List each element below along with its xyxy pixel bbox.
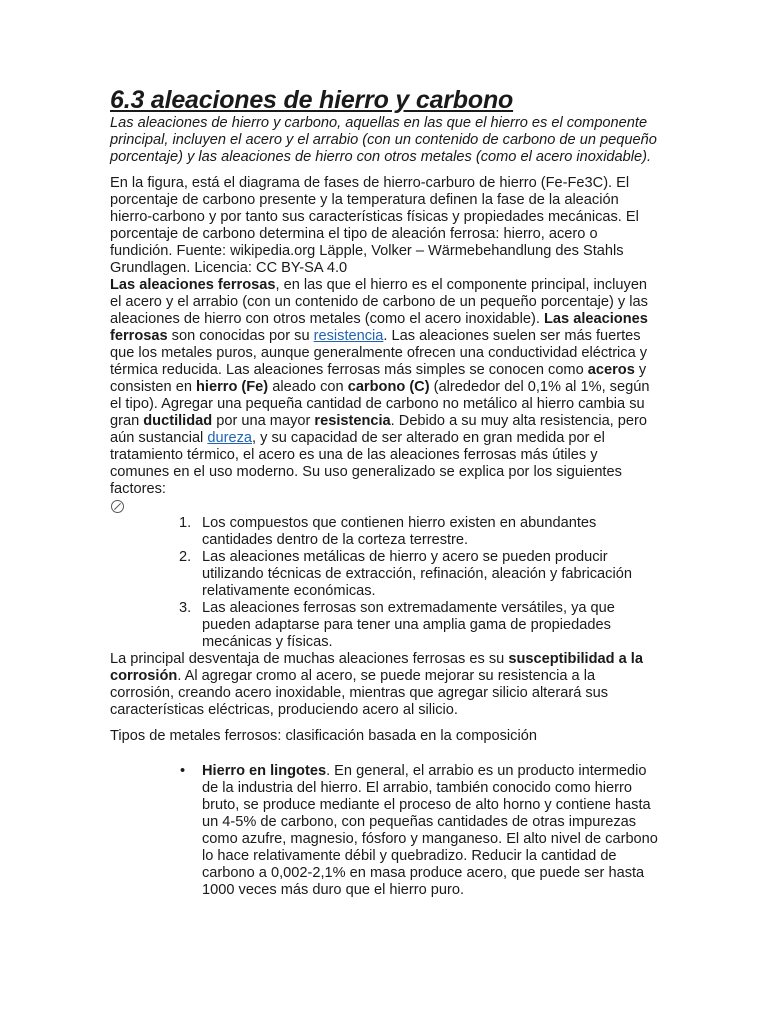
factors-list <box>110 515 660 651</box>
bold-term: susceptibilidad a la corrosión <box>110 651 643 684</box>
bold-term: carbono (C) <box>347 379 430 395</box>
types-list <box>110 763 660 899</box>
bold-term: Las aleaciones ferrosas <box>110 277 276 293</box>
bold-term: resistencia <box>314 413 391 429</box>
list-item: 2. Las aleaciones metálicas de hierro y acero se pueden producir utilizando técnicas de extracción, refinación, aleación y fabricación relativamente económicas. <box>179 549 632 599</box>
intro-paragraph: Las aleaciones de hierro y carbono, aquellas en las que el hierro es el componente principal, incluyen el acero y el arrabio (con un contenido de carbono de un pequeño porcentaje) y las aleaciones de hierro con otros metales (como el acero inoxidable). <box>110 115 657 165</box>
list-item: • Hierro en lingotes. En general, el arrabio es un producto intermedio de la industria del hierro. El arrabio, también conocido como hierro bruto, se produce mediante el proceso de alto horno y contiene hasta un 4-5% de carbono, con pequeñas cantidades de otras impurezas como azufre, magnesio, fósforo y manganeso. El alto nivel de carbono lo hace relativamente débil y quebradizo. Reducir la cantidad de carbono a 0,002-2,1% en masa produce acero, que puede ser hasta 1000 veces más duro que el hierro puro. <box>180 763 658 898</box>
figure-caption-paragraph: En la figura, está el diagrama de fases de hierro-carburo de hierro (Fe-Fe3C). El porcentaje de carbono presente y la temperatura definen la fase de la aleación hierro-carbono y por tanto sus características físicas y propiedades mecánicas. El porcentaje de carbono determina el tipo de aleación ferrosa: hierro, acero o fundición. Fuente: wikipedia.org Läpple, Volker – Wärmebehandlung des Stahls Grundlagen. Licencia: CC BY-SA 4.0 <box>110 175 639 276</box>
bold-term: hierro (Fe) <box>196 379 269 395</box>
page-title: 6.3 aleaciones de hierro y carbono <box>110 86 514 114</box>
list-item: 3. Las aleaciones ferrosas son extremadamente versátiles, ya que pueden adaptarse para tener una amplia gama de propiedades mecánicas y físicas. <box>179 600 615 650</box>
bold-term: ductilidad <box>143 413 213 429</box>
no-entry-icon <box>111 500 124 513</box>
bullet: • <box>180 763 186 779</box>
bold-term: Las aleaciones ferrosas <box>110 311 648 344</box>
bold-term: aceros <box>587 362 635 378</box>
types-heading-paragraph: Tipos de metales ferrosos: clasificación basada en la composición <box>110 728 537 744</box>
dureza-link[interactable]: dureza <box>207 430 252 446</box>
resistencia-link[interactable]: resistencia <box>313 328 384 344</box>
list-item: 1. Los compuestos que contienen hierro existen en abundantes cantidades dentro de la corteza terrestre. <box>179 515 597 548</box>
corrosion-paragraph: La principal desventaja de muchas aleaciones ferrosas es su susceptibilidad a la corrosión. Al agregar cromo al acero, se puede mejorar su resistencia a la corrosión, creando acero inoxidable, mientras que agregar silicio alterará sus características eléctricas, produciendo acero al silicio. <box>110 651 643 718</box>
ferrous-alloys-paragraph: Las aleaciones ferrosas, en las que el hierro es el componente principal, incluyen el acero y el arrabio (con un contenido de carbono de un pequeño porcentaje) y las aleaciones de hierro con otros metales (como el acero inoxidable). Las aleaciones ferrosas son conocidas por su resistencia. Las aleaciones suelen ser más fuertes que los metales puros, aunque generalmente ofrecen una conductividad eléctrica y térmica reducida. Las aleaciones ferrosas más simples se conocen como aceros y consisten en hierro (Fe) aleado con carbono (C) (alrededor del 0,1% al 1%, según el tipo). Agregar una pequeña cantidad de carbono no metálico al hierro cambia su gran ductilidad por una mayor resistencia. Debido a su muy alta resistencia, pero aún sustancial dureza, y su capacidad de ser alterado en gran medida por el tratamiento térmico, el acero es una de las aleaciones ferrosas más útiles y comunes en el uso moderno. Su uso generalizado se explica por los siguientes factores: <box>110 277 650 497</box>
bold-term: Hierro en lingotes <box>202 763 327 779</box>
document-page <box>110 86 660 899</box>
